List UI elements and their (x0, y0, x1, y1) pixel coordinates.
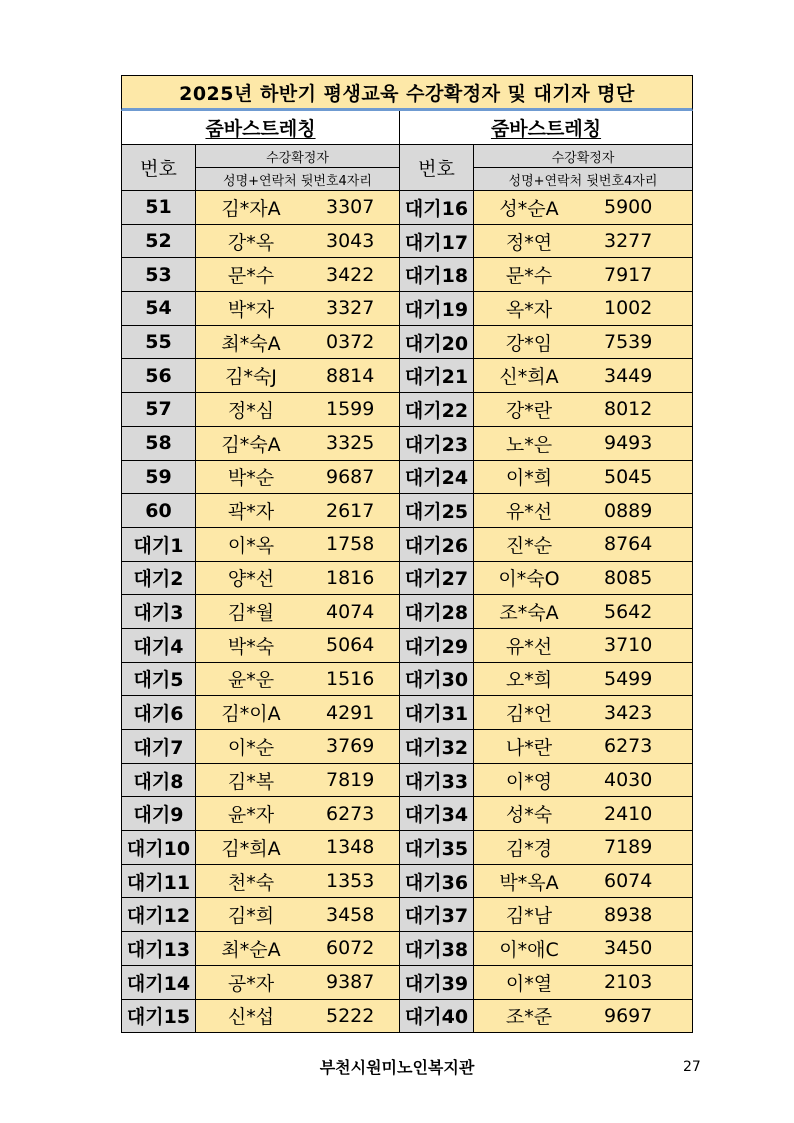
table-row (122, 258, 400, 292)
row-number: 대기24 (400, 461, 474, 494)
table-row (122, 494, 400, 528)
subheader-label-right: 성명+연락처 뒷번호4자리 (474, 168, 692, 190)
table-row (400, 730, 693, 764)
table-row (400, 629, 693, 663)
right-roster (400, 111, 693, 1033)
row-number: 대기6 (122, 696, 196, 729)
table-row (400, 797, 693, 831)
phone-last-four: 5064 (326, 634, 375, 657)
row-number: 대기18 (400, 258, 474, 291)
registrant-cell (474, 831, 692, 864)
registrant-cell (196, 898, 399, 931)
row-number: 대기20 (400, 326, 474, 359)
table-row (400, 966, 693, 1000)
phone-last-four: 1599 (326, 398, 375, 421)
registrant-name: 이*영 (505, 770, 553, 793)
number-header-right: 번호 (400, 145, 474, 190)
table-row (400, 898, 693, 932)
registrant-name: 정*연 (505, 231, 553, 254)
registrant-name: 천*숙 (227, 871, 275, 894)
registrant-name: 박*자 (227, 298, 275, 321)
course-name-left (121, 111, 400, 144)
table-row (122, 427, 400, 461)
registrant-cell (196, 225, 399, 258)
phone-last-four: 6074 (604, 870, 653, 893)
registrant-cell (196, 427, 399, 460)
registrant-cell (474, 696, 692, 729)
table-row (122, 191, 400, 225)
table-row (122, 831, 400, 865)
row-number: 대기8 (122, 764, 196, 797)
phone-last-four: 3458 (326, 903, 375, 926)
registrant-cell (196, 326, 399, 359)
registrant-name: 곽*자 (227, 501, 275, 524)
table-row (122, 696, 400, 730)
phone-last-four: 5499 (604, 667, 653, 690)
registrant-cell (196, 191, 399, 224)
phone-last-four: 4074 (326, 600, 375, 623)
row-number: 56 (122, 359, 196, 392)
row-number: 대기26 (400, 528, 474, 561)
footer-organization: 부천시원미노인복지관 (319, 1058, 475, 1077)
registrant-cell (474, 258, 692, 291)
phone-last-four: 8012 (604, 398, 653, 421)
registrant-name: 유*선 (505, 635, 553, 658)
row-number: 대기29 (400, 629, 474, 662)
row-number: 대기25 (400, 494, 474, 527)
roster-columns (121, 111, 693, 1033)
phone-last-four: 5222 (326, 1004, 375, 1027)
row-number: 53 (122, 258, 196, 291)
phone-last-four: 9687 (326, 465, 375, 488)
phone-last-four: 5642 (604, 600, 653, 623)
registrant-cell (474, 730, 692, 763)
row-number: 대기34 (400, 797, 474, 830)
registrant-cell (474, 663, 692, 696)
row-number: 대기22 (400, 393, 474, 426)
registrant-name: 김*언 (505, 703, 553, 726)
phone-last-four: 1002 (604, 297, 653, 320)
phone-last-four: 6072 (326, 937, 375, 960)
table-row (122, 764, 400, 798)
registrant-name: 양*선 (227, 568, 275, 591)
registrant-name: 강*란 (505, 399, 553, 422)
phone-last-four: 9387 (326, 971, 375, 994)
row-number: 대기33 (400, 764, 474, 797)
confirmed-header-right (474, 145, 692, 190)
phone-last-four: 1353 (326, 870, 375, 893)
row-number: 대기12 (122, 898, 196, 931)
registrant-cell (196, 1000, 399, 1033)
row-number: 대기21 (400, 359, 474, 392)
table-row (122, 292, 400, 326)
table-row (400, 393, 693, 427)
registrant-cell (474, 629, 692, 662)
registrant-cell (474, 461, 692, 494)
phone-last-four: 4030 (604, 769, 653, 792)
table-row (122, 730, 400, 764)
row-number: 대기1 (122, 528, 196, 561)
registrant-cell (196, 258, 399, 291)
registrant-cell (474, 595, 692, 628)
table-row (400, 494, 693, 528)
table-row (400, 427, 693, 461)
table-header-right (400, 144, 693, 191)
table-row (400, 831, 693, 865)
registrant-cell (474, 932, 692, 965)
registrant-cell (474, 898, 692, 931)
row-number: 대기31 (400, 696, 474, 729)
row-number: 58 (122, 427, 196, 460)
row-number: 대기5 (122, 663, 196, 696)
row-number: 대기40 (400, 1000, 474, 1033)
table-row (400, 225, 693, 259)
registrant-cell (474, 865, 692, 898)
registrant-cell (474, 427, 692, 460)
registrant-cell (474, 494, 692, 527)
phone-last-four: 3450 (604, 937, 653, 960)
registrant-name: 김*자A (221, 197, 281, 220)
registrant-cell (474, 1000, 692, 1033)
phone-last-four: 3769 (326, 735, 375, 758)
registrant-cell (474, 528, 692, 561)
confirmed-label-left: 수강확정자 (196, 145, 399, 168)
table-row (400, 595, 693, 629)
row-number: 54 (122, 292, 196, 325)
registrant-name: 성*숙 (505, 804, 553, 827)
registrant-cell (196, 966, 399, 999)
number-header-left: 번호 (122, 145, 196, 190)
course-name-right (400, 111, 693, 144)
registrant-name: 이*옥 (227, 534, 275, 557)
table-row (400, 258, 693, 292)
table-row (400, 528, 693, 562)
table-row (122, 326, 400, 360)
row-number: 대기27 (400, 562, 474, 595)
registrant-name: 윤*자 (227, 804, 275, 827)
registrant-cell (474, 191, 692, 224)
phone-last-four: 1816 (326, 566, 375, 589)
table-row (400, 696, 693, 730)
row-number: 대기3 (122, 595, 196, 628)
registrant-name: 박*숙 (227, 635, 275, 658)
registrant-cell (196, 528, 399, 561)
registrant-cell (474, 562, 692, 595)
table-row (122, 966, 400, 1000)
row-number: 대기11 (122, 865, 196, 898)
table-header-left (121, 144, 400, 191)
registrant-cell (196, 393, 399, 426)
row-number: 대기23 (400, 427, 474, 460)
row-number: 대기36 (400, 865, 474, 898)
table-row (400, 1000, 693, 1034)
row-number: 59 (122, 461, 196, 494)
row-number: 52 (122, 225, 196, 258)
roster-document (121, 75, 693, 1033)
registrant-name: 김*희 (227, 905, 275, 928)
registrant-name: 김*이A (221, 703, 281, 726)
table-row (400, 326, 693, 360)
phone-last-four: 9493 (604, 432, 653, 455)
registrant-cell (196, 663, 399, 696)
registrant-name: 김*희A (221, 837, 281, 860)
registrant-name: 문*수 (505, 265, 553, 288)
row-number: 대기2 (122, 562, 196, 595)
registrant-name: 최*순A (221, 938, 281, 961)
registrant-cell (196, 797, 399, 830)
registrant-name: 성*순A (499, 197, 559, 220)
phone-last-four: 4291 (326, 701, 375, 724)
document-title: 2025년 하반기 평생교육 수강확정자 및 대기자 명단 (121, 75, 693, 111)
phone-last-four: 8938 (604, 903, 653, 926)
row-number: 대기9 (122, 797, 196, 830)
phone-last-four: 0372 (326, 331, 375, 354)
row-number: 대기19 (400, 292, 474, 325)
table-row (122, 359, 400, 393)
registrant-cell (196, 865, 399, 898)
phone-last-four: 3423 (604, 701, 653, 724)
registrant-name: 박*순 (227, 467, 275, 490)
row-number: 대기39 (400, 966, 474, 999)
registrant-name: 이*순 (227, 736, 275, 759)
phone-last-four: 3449 (604, 364, 653, 387)
table-row (122, 1000, 400, 1034)
table-row (122, 528, 400, 562)
phone-last-four: 7819 (326, 769, 375, 792)
row-number: 대기28 (400, 595, 474, 628)
registrant-name: 노*은 (505, 433, 553, 456)
table-row (122, 932, 400, 966)
row-number: 대기10 (122, 831, 196, 864)
course-name-left-text: 줌바스트레칭 (205, 118, 316, 140)
registrant-cell (474, 966, 692, 999)
table-row (400, 359, 693, 393)
table-row (400, 865, 693, 899)
registrant-name: 윤*운 (227, 669, 275, 692)
phone-last-four: 3710 (604, 634, 653, 657)
table-body-right (400, 191, 693, 1033)
registrant-cell (196, 932, 399, 965)
registrant-cell (474, 326, 692, 359)
phone-last-four: 3307 (326, 196, 375, 219)
registrant-name: 공*자 (227, 972, 275, 995)
row-number: 51 (122, 191, 196, 224)
row-number: 대기35 (400, 831, 474, 864)
registrant-name: 오*희 (505, 669, 553, 692)
table-row (122, 797, 400, 831)
row-number: 대기16 (400, 191, 474, 224)
table-row (122, 225, 400, 259)
table-row (400, 562, 693, 596)
registrant-cell (196, 730, 399, 763)
registrant-cell (196, 494, 399, 527)
row-number: 대기17 (400, 225, 474, 258)
phone-last-four: 5900 (604, 196, 653, 219)
registrant-name: 진*순 (505, 534, 553, 557)
phone-last-four: 3277 (604, 230, 653, 253)
phone-last-four: 3043 (326, 230, 375, 253)
registrant-cell (474, 797, 692, 830)
table-row (400, 461, 693, 495)
registrant-name: 이*열 (505, 972, 553, 995)
table-row (122, 865, 400, 899)
phone-last-four: 6273 (326, 802, 375, 825)
registrant-name: 정*심 (227, 399, 275, 422)
registrant-name: 조*숙A (499, 602, 559, 625)
row-number: 57 (122, 393, 196, 426)
registrant-cell (474, 359, 692, 392)
registrant-cell (196, 461, 399, 494)
registrant-cell (196, 292, 399, 325)
table-row (122, 461, 400, 495)
row-number: 대기7 (122, 730, 196, 763)
row-number: 대기4 (122, 629, 196, 662)
registrant-name: 최*숙A (221, 332, 281, 355)
registrant-name: 김*남 (505, 905, 553, 928)
row-number: 대기30 (400, 663, 474, 696)
phone-last-four: 7917 (604, 263, 653, 286)
registrant-cell (196, 764, 399, 797)
row-number: 55 (122, 326, 196, 359)
phone-last-four: 7189 (604, 836, 653, 859)
table-row (400, 932, 693, 966)
registrant-cell (474, 225, 692, 258)
registrant-name: 문*수 (227, 265, 275, 288)
registrant-name: 강*임 (505, 332, 553, 355)
phone-last-four: 0889 (604, 499, 653, 522)
row-number: 대기32 (400, 730, 474, 763)
registrant-name: 조*준 (505, 1006, 553, 1029)
row-number: 대기14 (122, 966, 196, 999)
phone-last-four: 3422 (326, 263, 375, 286)
registrant-name: 나*란 (505, 736, 553, 759)
registrant-name: 강*옥 (227, 231, 275, 254)
registrant-cell (196, 831, 399, 864)
table-row (400, 663, 693, 697)
registrant-name: 이*숙O (498, 568, 560, 591)
phone-last-four: 1348 (326, 836, 375, 859)
registrant-name: 김*경 (505, 837, 553, 860)
confirmed-label-right: 수강확정자 (474, 145, 692, 168)
table-row (400, 191, 693, 225)
registrant-name: 박*옥A (499, 871, 559, 894)
registrant-cell (474, 764, 692, 797)
table-row (400, 764, 693, 798)
registrant-name: 김*숙A (221, 433, 281, 456)
left-roster (121, 111, 400, 1033)
registrant-name: 신*희A (499, 366, 559, 389)
table-row (122, 595, 400, 629)
registrant-name: 유*선 (505, 501, 553, 524)
table-body-left (121, 191, 400, 1033)
table-row (122, 663, 400, 697)
confirmed-header-left (196, 145, 399, 190)
registrant-name: 김*숙J (225, 366, 277, 389)
registrant-cell (196, 359, 399, 392)
phone-last-four: 2617 (326, 499, 375, 522)
table-row (122, 393, 400, 427)
row-number: 대기15 (122, 1000, 196, 1033)
registrant-cell (474, 292, 692, 325)
phone-last-four: 1516 (326, 667, 375, 690)
page-number: 27 (683, 1059, 701, 1075)
row-number: 대기38 (400, 932, 474, 965)
registrant-cell (196, 595, 399, 628)
phone-last-four: 9697 (604, 1004, 653, 1027)
registrant-cell (196, 629, 399, 662)
table-row (400, 292, 693, 326)
registrant-name: 김*월 (227, 602, 275, 625)
registrant-name: 신*섭 (227, 1006, 275, 1029)
row-number: 대기13 (122, 932, 196, 965)
phone-last-four: 8085 (604, 566, 653, 589)
phone-last-four: 8764 (604, 533, 653, 556)
table-row (122, 898, 400, 932)
phone-last-four: 2410 (604, 802, 653, 825)
phone-last-four: 2103 (604, 971, 653, 994)
phone-last-four: 5045 (604, 465, 653, 488)
phone-last-four: 6273 (604, 735, 653, 758)
phone-last-four: 3325 (326, 432, 375, 455)
registrant-cell (474, 393, 692, 426)
registrant-cell (196, 562, 399, 595)
registrant-name: 김*복 (227, 770, 275, 793)
course-name-right-text: 줌바스트레칭 (490, 118, 602, 140)
phone-last-four: 8814 (326, 364, 375, 387)
registrant-name: 옥*자 (505, 298, 553, 321)
row-number: 60 (122, 494, 196, 527)
phone-last-four: 7539 (604, 331, 653, 354)
table-row (122, 562, 400, 596)
subheader-label-left: 성명+연락처 뒷번호4자리 (196, 168, 399, 190)
phone-last-four: 3327 (326, 297, 375, 320)
table-row (122, 629, 400, 663)
registrant-name: 이*애C (499, 938, 559, 961)
registrant-name: 이*희 (505, 467, 553, 490)
phone-last-four: 1758 (326, 533, 375, 556)
registrant-cell (196, 696, 399, 729)
row-number: 대기37 (400, 898, 474, 931)
